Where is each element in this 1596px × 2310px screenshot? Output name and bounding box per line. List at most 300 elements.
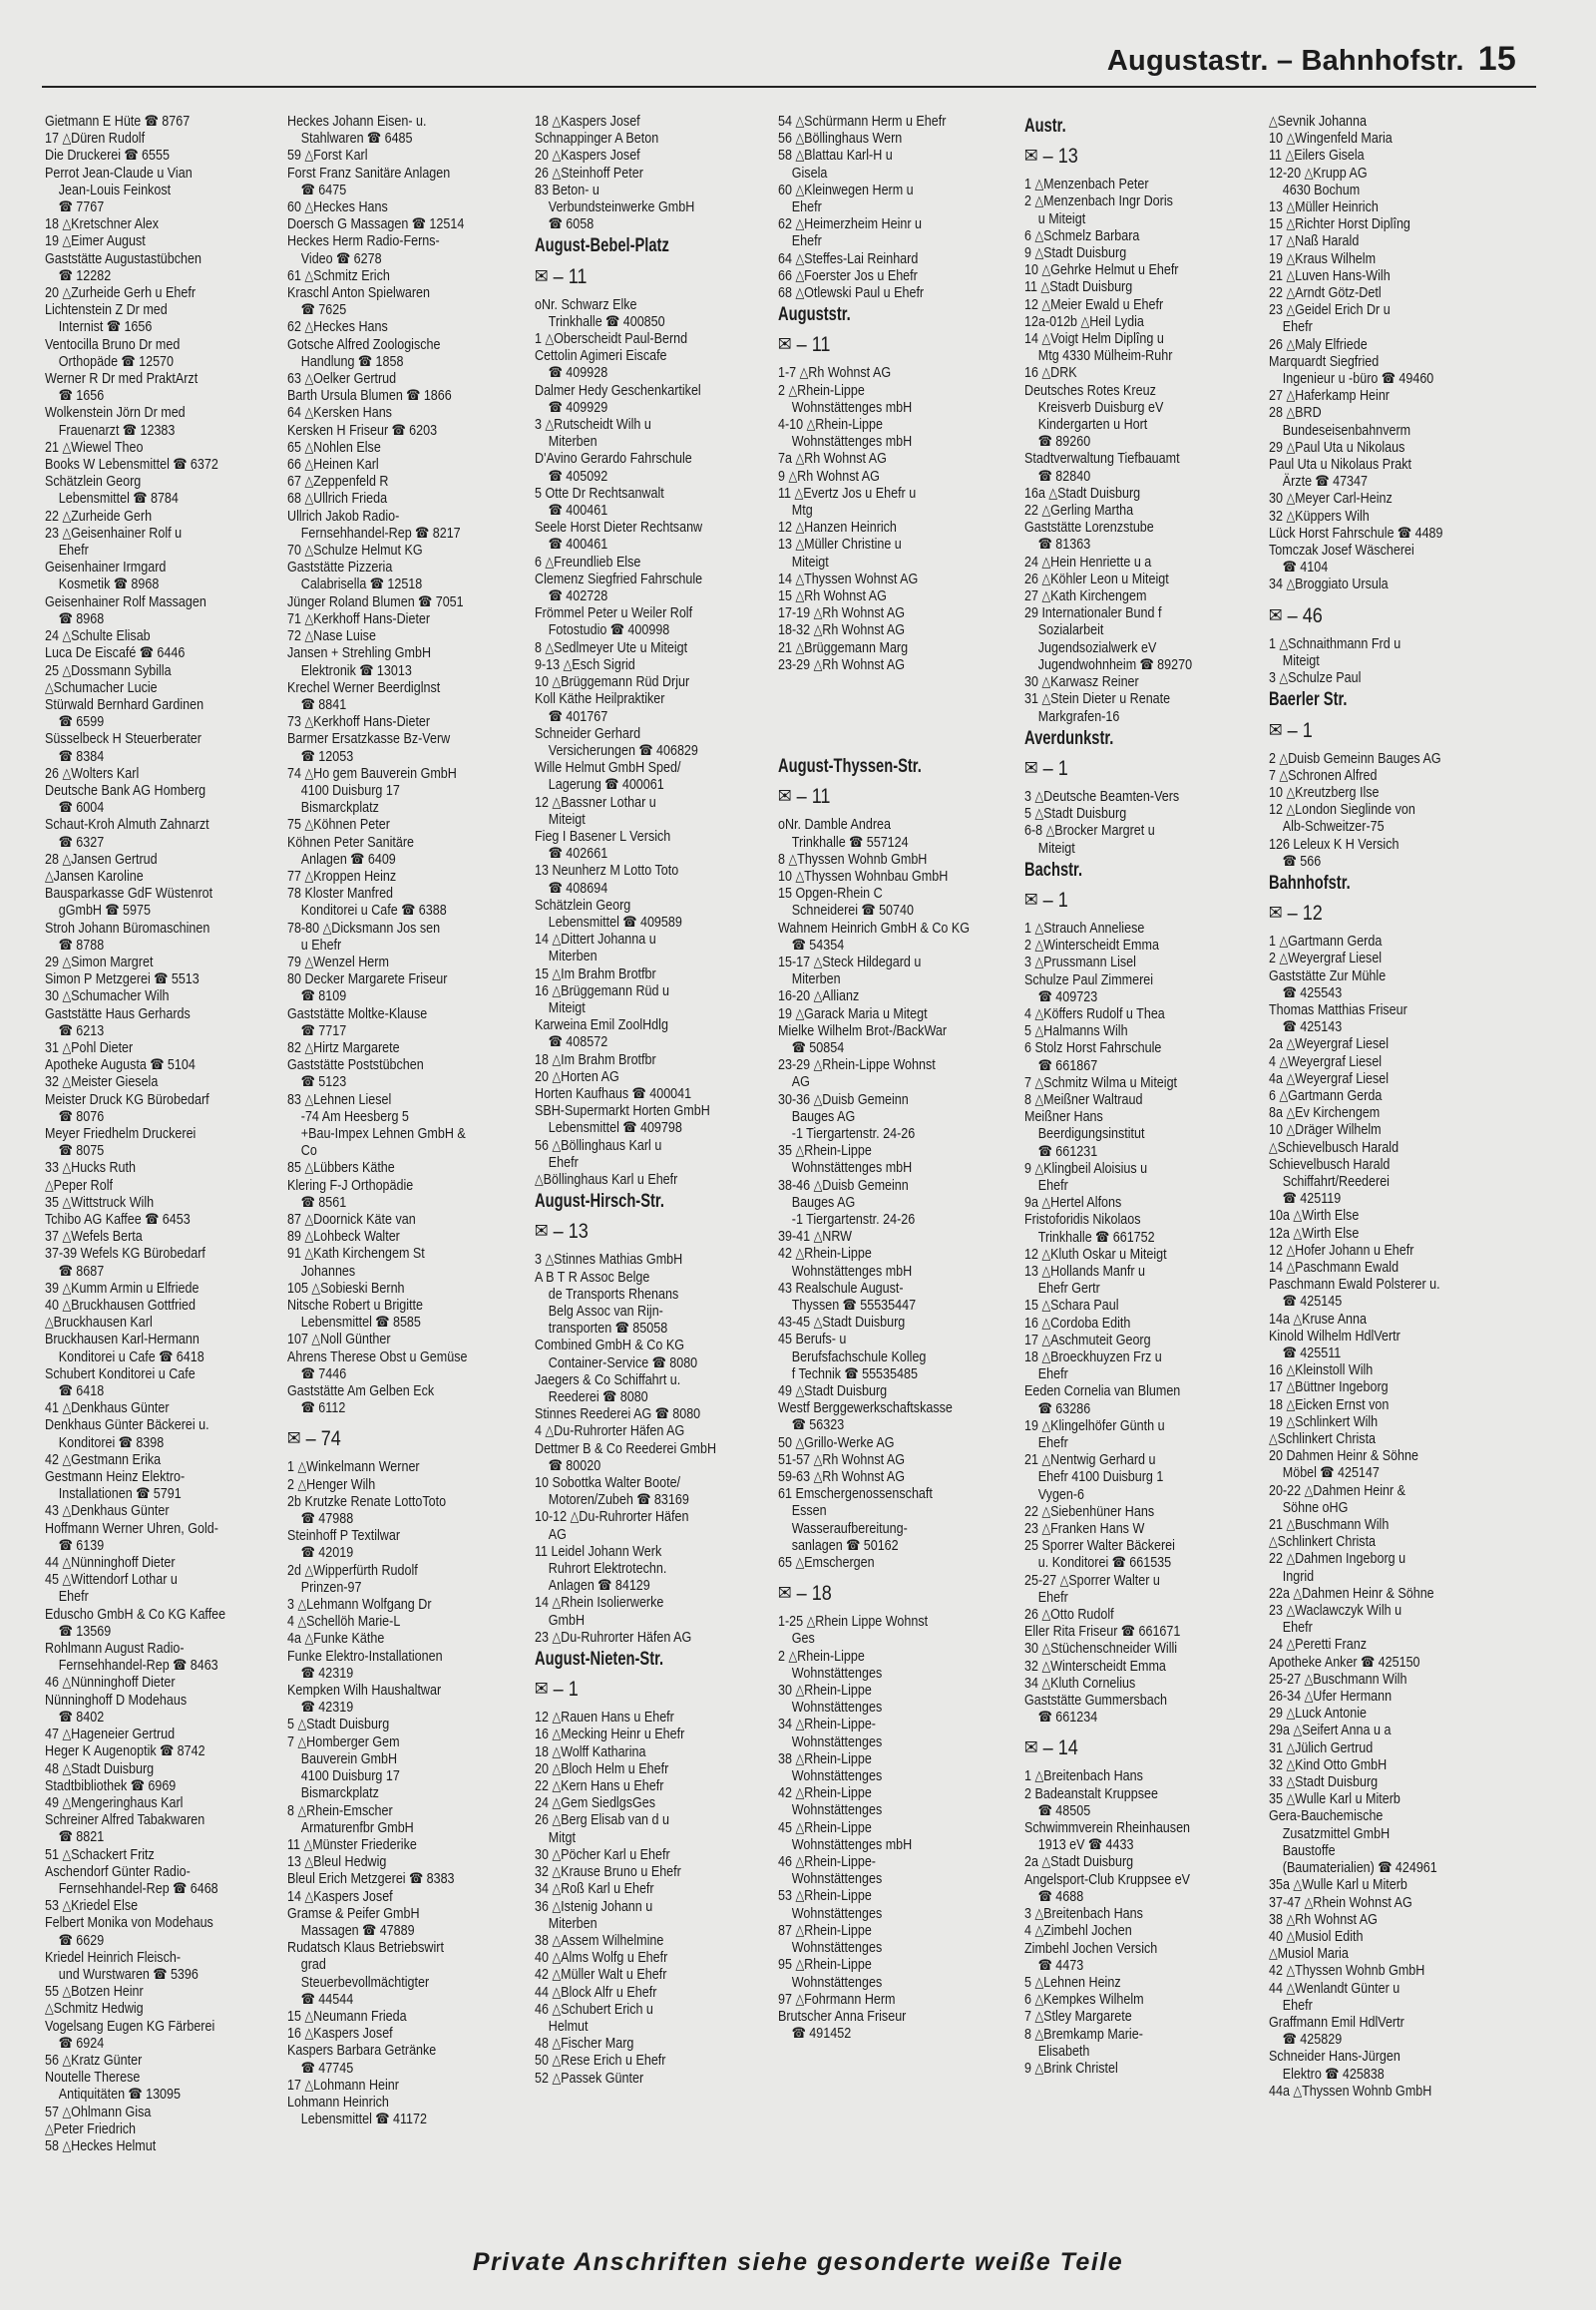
entry-continuation: Handlung ☎ 1858 (300, 353, 404, 370)
entry-continuation: Wasseraufbereitung- (791, 1520, 908, 1537)
directory-entry: △Bruckhausen Karl (45, 1315, 153, 1332)
directory-entry: 126 Leleux K H Versich (1269, 836, 1399, 853)
entry-continuation: Bismarckplatz (300, 800, 379, 817)
directory-entry: 3 △Schulze Paul (1269, 670, 1362, 687)
postal-district: ✉ – 13 (535, 1220, 589, 1244)
directory-entry: Dettmer B & Co Reederei GmbH (535, 1440, 717, 1457)
entry-continuation: AG (548, 1526, 567, 1543)
entry-continuation: 4100 Duisburg 17 (300, 1768, 400, 1785)
directory-entry: 20 Dahmen Heinr & Söhne (1269, 1448, 1419, 1465)
directory-entry: 4 △Zimbehl Jochen (1024, 1923, 1132, 1940)
entry-continuation: Beerdigungsinstitut (1037, 1126, 1145, 1143)
directory-entry: Lück Horst Fahrschule ☎ 4489 (1269, 525, 1443, 542)
directory-entry: 59-63 △Rh Wohnst AG (778, 1469, 906, 1486)
directory-entry: 42 △Müller Walt u Ehefr (535, 1967, 667, 1984)
entry-continuation: ☎ 400461 (548, 503, 608, 520)
directory-entry: Gaststätte Moltke-Klause (287, 1005, 428, 1022)
directory-entry: Schnappinger A Beton (535, 131, 659, 148)
directory-entry: 30 △Meyer Carl-Heinz (1269, 491, 1393, 508)
entry-continuation: Helmut (548, 2018, 589, 2035)
directory-entry: Schubert Konditorei u Cafe (45, 1365, 196, 1382)
directory-entry: 57 △Ohlmann Gisa (45, 2104, 152, 2120)
directory-entry: 16 △DRK (1024, 365, 1077, 382)
directory-entry: 64 △Kersken Hans (287, 405, 392, 422)
directory-entry: Deutsches Rotes Kreuz (1024, 382, 1156, 399)
directory-entry: 9 △Klingbeil Aloisius u (1024, 1160, 1148, 1177)
entry-continuation: ☎ 401767 (548, 708, 608, 725)
entry-continuation: Johannes (300, 1263, 356, 1280)
directory-entry: 31 △Jülich Gertrud (1269, 1739, 1374, 1756)
directory-entry: 10 △Dräger Wilhelm (1269, 1122, 1382, 1139)
directory-entry: Lohmann Heinrich (287, 2094, 389, 2111)
directory-entry: 35 △Rhein-Lippe (778, 1143, 872, 1160)
directory-entry: 43 Realschule August- (778, 1280, 904, 1297)
entry-continuation: ☎ 50854 (791, 1039, 845, 1056)
entry-continuation: Schneiderei ☎ 50740 (791, 903, 914, 920)
directory-entry: oNr. Damble Andrea (778, 817, 892, 834)
entry-continuation: Massagen ☎ 47889 (300, 1922, 415, 1939)
directory-entry: 16 △Kleinstoll Wilh (1269, 1362, 1374, 1379)
entry-continuation: ☎ 6599 (58, 714, 105, 731)
postal-district: ✉ – 13 (1024, 145, 1078, 169)
directory-entry: 22a △Dahmen Heinr & Söhne (1269, 1585, 1434, 1602)
directory-entry: 6 △Gartmann Gerda (1269, 1087, 1383, 1104)
entry-continuation: Fernsehhandel-Rep ☎ 6468 (58, 1880, 218, 1897)
entry-continuation: ☎ 4104 (1282, 560, 1329, 577)
directory-entry: 91 △Kath Kirchengem St (287, 1246, 425, 1263)
entry-continuation: Versicherungen ☎ 406829 (548, 742, 698, 759)
directory-entry: Schulze Paul Zimmerei (1024, 971, 1154, 988)
directory-entry: 28 △BRD (1269, 405, 1322, 422)
page-header (0, 30, 1596, 86)
postal-district: ✉ – 1 (535, 1678, 579, 1702)
directory-entry: 18 △Kretschner Alex (45, 216, 160, 233)
entry-continuation: Ehefr (1282, 319, 1313, 336)
directory-entry: 60 △Kleinwegen Herm u (778, 182, 914, 198)
directory-entry: 44 △Wenlandt Günter u (1269, 1980, 1400, 1997)
entry-continuation: ☎ 1656 (58, 388, 105, 405)
entry-continuation: ☎ 8687 (58, 1263, 105, 1280)
directory-entry: 22 △Kern Hans u Ehefr (535, 1778, 664, 1795)
directory-entry: Paschmann Ewald Polsterer u. (1269, 1277, 1440, 1294)
directory-entry: 26 △Berg Elisab van d u (535, 1812, 669, 1829)
entry-continuation: ☎ 13569 (58, 1623, 112, 1640)
street-heading: August-Nieten-Str. (535, 1649, 664, 1671)
directory-entry: 29 △Simon Margret (45, 954, 154, 970)
directory-entry: 55 △Botzen Heinr (45, 1984, 144, 2001)
directory-entry: 30 △Rhein-Lippe (778, 1683, 872, 1700)
directory-entry: 14 △Paschmann Ewald (1269, 1259, 1399, 1276)
entry-continuation: Wohnstättenges (791, 1974, 883, 1991)
entry-continuation: Fernsehhandel-Rep ☎ 8463 (58, 1658, 218, 1675)
directory-entry: Angelsport-Club Kruppsee eV (1024, 1871, 1191, 1888)
entry-continuation: Video ☎ 6278 (300, 250, 382, 267)
directory-entry: 85 △Lübbers Käthe (287, 1160, 395, 1177)
postal-district: ✉ – 12 (1269, 902, 1323, 926)
entry-continuation: Wohnstättenges (791, 1871, 883, 1888)
entry-continuation: ☎ 6475 (300, 182, 347, 198)
entry-continuation: Wohnstättenges mbH (791, 399, 913, 416)
entry-continuation: Konditorei u Cafe ☎ 6418 (58, 1348, 204, 1365)
directory-entry: 34 △Kluth Cornelius (1024, 1675, 1136, 1692)
directory-entry: Gotsche Alfred Zoologische (287, 336, 441, 353)
directory-entry: 15 Opgen-Rhein C (778, 886, 883, 903)
entry-continuation: Antiquitäten ☎ 13095 (58, 2087, 182, 2104)
entry-continuation: ☎ 8821 (58, 1829, 105, 1846)
directory-entry: 3 △Stinnes Mathias GmbH (535, 1252, 683, 1269)
directory-entry: 74 △Ho gem Bauverein GmbH (287, 765, 457, 782)
directory-entry: 13 △Müller Heinrich (1269, 199, 1379, 216)
directory-entry: 46 △Nünninghoff Dieter (45, 1675, 176, 1692)
directory-entry: 12 △Hofer Johann u Ehefr (1269, 1242, 1414, 1259)
entry-continuation: Wohnstättenges (791, 1768, 883, 1785)
postal-district: ✉ – 1 (1269, 718, 1313, 742)
directory-entry: 80 Decker Margarete Friseur (287, 971, 448, 988)
entry-continuation: Miteigt (1282, 652, 1320, 669)
directory-entry: 23 △Waclawczyk Wilh u (1269, 1603, 1402, 1620)
directory-entry: 42 △Rhein-Lippe (778, 1246, 872, 1263)
entry-continuation: ☎ 6139 (58, 1537, 105, 1554)
directory-entry: 29a △Seifert Anna u a (1269, 1723, 1392, 1739)
directory-entry: 5 △Stadt Duisburg (287, 1717, 390, 1733)
directory-entry: 42 △Thyssen Wohnb GmbH (1269, 1963, 1425, 1980)
directory-entry: Westf Berggewerkschaftskasse (778, 1400, 953, 1417)
entry-continuation: ☎ 81363 (1037, 537, 1091, 554)
directory-entry: 4 △Weyergraf Liesel (1269, 1053, 1383, 1070)
directory-entry: 17 △Naß Harald (1269, 233, 1360, 250)
directory-entry: 10a △Wirth Else (1269, 1208, 1360, 1225)
entry-continuation: Mtg 4330 Mülheim-Ruhr (1037, 348, 1173, 365)
directory-entry: Ahrens Therese Obst u Gemüse (287, 1348, 468, 1365)
directory-entry: Köhnen Peter Sanitäre (287, 834, 414, 851)
entry-continuation: Berufsfachschule Kolleg (791, 1348, 927, 1365)
directory-entry: 18 △Im Brahm Brotfbr (535, 1051, 656, 1068)
directory-entry: Rudatsch Klaus Betriebswirt (287, 1940, 444, 1957)
entry-continuation: ☎ 491452 (791, 2026, 852, 2043)
directory-entry: 4 △Du-Ruhrorter Häfen AG (535, 1423, 685, 1440)
entry-continuation: Markgrafen-16 (1037, 708, 1120, 725)
directory-entry: Karweina Emil ZoolHdlg (535, 1017, 668, 1034)
entry-continuation: Ehefr (1037, 1435, 1068, 1452)
directory-entry: 12 △Hanzen Heinrich (778, 520, 897, 537)
entry-continuation: Bismarckplatz (300, 1785, 379, 1802)
directory-entry: Aschendorf Günter Radio- (45, 1863, 191, 1880)
directory-entry: 32 △Winterscheidt Emma (1024, 1658, 1166, 1675)
entry-continuation: ☎ 6327 (58, 834, 105, 851)
directory-entry: 32 △Küppers Wilh (1269, 508, 1370, 525)
directory-entry: Felbert Monika von Modehaus (45, 1915, 213, 1932)
directory-entry: 60 △Heckes Hans (287, 199, 388, 216)
directory-entry: 14 △Dittert Johanna u (535, 932, 656, 949)
directory-entry: Schreiner Alfred Tabakwaren (45, 1812, 205, 1829)
directory-entry: 95 △Rhein-Lippe (778, 1957, 872, 1974)
entry-continuation: Ehefr (1037, 1366, 1068, 1383)
directory-entry: 39-41 △NRW (778, 1229, 853, 1246)
directory-entry: 1 △Gartmann Gerda (1269, 934, 1383, 951)
entry-continuation: Fotostudio ☎ 400998 (548, 622, 670, 639)
entry-continuation: (Baumaterialien) ☎ 424961 (1282, 1860, 1437, 1877)
directory-entry: 58 △Blattau Karl-H u (778, 148, 893, 165)
entry-continuation: Kreisverb Duisburg eV (1037, 399, 1164, 416)
directory-entry: Dalmer Hedy Geschenkartikel (535, 382, 701, 399)
directory-entry: Combined GmbH & Co KG (535, 1338, 684, 1354)
entry-continuation: Lagerung ☎ 400061 (548, 777, 664, 794)
entry-continuation: ☎ 42019 (300, 1545, 354, 1562)
directory-entry: 34 △Roß Karl u Ehefr (535, 1881, 654, 1898)
street-heading: August-Bebel-Platz (535, 235, 669, 257)
directory-entry: Luca De Eiscafé ☎ 6446 (45, 645, 186, 662)
directory-entry: 2a △Stadt Duisburg (1024, 1854, 1134, 1871)
directory-entry: 11 Leidel Johann Werk (535, 1543, 662, 1560)
entry-continuation: ☎ 6213 (58, 1022, 105, 1039)
directory-entry: 17 △Düren Rudolf (45, 131, 146, 148)
directory-entry: 8 △Sedlmeyer Ute u Miteigt (535, 639, 688, 656)
directory-entry: 61 △Schmitz Erich (287, 267, 390, 284)
directory-entry: 38 △Rh Wohnst AG (1269, 1911, 1378, 1928)
directory-entry: 78-80 △Dicksmann Jos sen (287, 920, 441, 937)
directory-entry: 19 △Kraus Wilhelm (1269, 250, 1377, 267)
directory-entry: 51-57 △Rh Wohnst AG (778, 1451, 906, 1468)
directory-entry: 68 △Ullrich Frieda (287, 491, 388, 508)
entry-continuation: Verbundsteinwerke GmbH (548, 199, 695, 216)
directory-entry: 26 △Otto Rudolf (1024, 1607, 1114, 1624)
entry-continuation: Ehefr (1282, 1997, 1313, 2014)
entry-continuation: Bauges AG (791, 1108, 856, 1125)
directory-entry: 24 △Schulte Elisab (45, 628, 151, 645)
entry-continuation: Belg Assoc van Rijn- (548, 1304, 663, 1320)
directory-entry: 31 △Pohl Dieter (45, 1039, 134, 1056)
directory-entry: Jansen + Strehling GmbH (287, 645, 432, 662)
entry-continuation: u Miteigt (1037, 210, 1086, 227)
directory-entry: 22 △Siebenhüner Hans (1024, 1503, 1155, 1520)
entry-continuation: Alb-Schweitzer-75 (1282, 819, 1385, 836)
entry-continuation: Wohnstättenges mbH (791, 1263, 913, 1280)
entry-continuation: Steuerbevollmächtigter (300, 1974, 430, 1991)
directory-entry: 19 △Schlinkert Wilh (1269, 1413, 1379, 1430)
directory-entry: 58 △Heckes Helmut (45, 2137, 157, 2154)
directory-entry: Kriedel Heinrich Fleisch- (45, 1949, 182, 1966)
directory-entry: 65 △Emschergen (778, 1555, 875, 1572)
entry-continuation: ☎ 8109 (300, 988, 347, 1005)
entry-continuation: Bauverein GmbH (300, 1750, 398, 1767)
directory-entry: Rohlmann August Radio- (45, 1641, 185, 1658)
entry-continuation: ☎ 56323 (791, 1417, 845, 1434)
directory-entry: Wahnem Heinrich GmbH & Co KG (778, 920, 971, 937)
directory-entry: Thomas Matthias Friseur (1269, 1001, 1407, 1018)
entry-continuation: ☎ 566 (1282, 853, 1322, 870)
directory-entry: 1-25 △Rhein Lippe Wohnst (778, 1614, 929, 1631)
directory-entry: 73 △Kerkhoff Hans-Dieter (287, 714, 431, 731)
directory-entry: 8 △Meißner Waltraud (1024, 1091, 1143, 1108)
directory-entry: 15-17 △Steck Hildegard u (778, 954, 922, 970)
postal-district: ✉ – 14 (1024, 1736, 1078, 1760)
entry-continuation: Ingenieur u -büro ☎ 49460 (1282, 371, 1434, 388)
entry-continuation: ☎ 409723 (1037, 988, 1098, 1005)
directory-entry: Kempken Wilh Haushaltwar (287, 1683, 442, 1700)
directory-entry: 18 △Eicken Ernst von (1269, 1396, 1390, 1413)
postal-district: ✉ – 11 (535, 264, 588, 288)
entry-continuation: ☎ 89260 (1037, 434, 1091, 451)
directory-entry: 13 △Bleul Hedwig (287, 1854, 387, 1871)
directory-entry: 6-8 △Brocker Margret u (1024, 823, 1155, 840)
entry-continuation: Frauenarzt ☎ 12383 (58, 422, 176, 439)
entry-continuation: Fernsehhandel-Rep ☎ 8217 (300, 525, 461, 542)
entry-continuation: Bundeseisenbahnverm (1282, 422, 1411, 439)
directory-entry: △Schievelbusch Harald (1269, 1139, 1399, 1156)
directory-entry: 19 △Garack Maria u Mitegt (778, 1005, 928, 1022)
directory-entry: Kinold Wilhelm HdlVertr (1269, 1328, 1400, 1345)
directory-entry: Bleul Erich Metzgerei ☎ 8383 (287, 1871, 455, 1888)
directory-entry: 63 △Oelker Gertrud (287, 371, 397, 388)
postal-district: ✉ – 74 (287, 1427, 341, 1451)
entry-continuation: Wohnstättenges mbH (791, 1836, 913, 1853)
directory-entry: Meyer Friedhelm Druckerei (45, 1125, 197, 1142)
entry-continuation: ☎ 425143 (1282, 1019, 1343, 1036)
directory-entry: Fristoforidis Nikolaos (1024, 1212, 1141, 1229)
directory-entry: 2 △Rhein-Lippe (778, 382, 865, 399)
directory-entry: Seele Horst Dieter Rechtsanw (535, 520, 703, 537)
directory-entry: 45 Berufs- u (778, 1332, 847, 1348)
directory-entry: Wolkenstein Jörn Dr med (45, 405, 186, 422)
directory-entry: 20 △Kaspers Josef (535, 148, 640, 165)
entry-continuation: ☎ 405092 (548, 468, 608, 485)
entry-continuation: Söhne oHG (1282, 1499, 1349, 1516)
entry-continuation: ☎ 408694 (548, 880, 608, 897)
directory-entry: Schneider Gerhard (535, 725, 641, 742)
directory-entry: 49 △Stadt Duisburg (778, 1383, 888, 1399)
directory-entry: Barmer Ersatzkasse Bz-Verw (287, 731, 451, 748)
entry-continuation: Wohnstättenges mbH (791, 1160, 913, 1177)
directory-entry: 97 △Fohrmann Herm (778, 1991, 896, 2008)
directory-entry: △Peper Rolf (45, 1177, 113, 1194)
entry-continuation: ☎ 661231 (1037, 1143, 1098, 1160)
directory-entry: 16 △Brüggemann Rüd u (535, 982, 669, 999)
directory-entry: Vogelsang Eugen KG Färberei (45, 2018, 215, 2035)
entry-continuation: ☎ 6004 (58, 800, 105, 817)
directory-entry: 30 △Stüchenschneider Willi (1024, 1641, 1178, 1658)
directory-entry: 35 △Wulle Karl u Miterb (1269, 1791, 1400, 1808)
entry-continuation: ☎ 54354 (791, 937, 845, 954)
running-head (1107, 40, 1516, 79)
entry-continuation: ☎ 402728 (548, 588, 608, 605)
directory-entry: 40 △Bruckhausen Gottfried (45, 1298, 197, 1315)
directory-entry: 46 △Schubert Erich u (535, 2001, 653, 2018)
directory-entry: 5 △Halmanns Wilh (1024, 1023, 1128, 1040)
entry-continuation: ☎ 425543 (1282, 984, 1343, 1001)
entry-continuation: Lebensmittel ☎ 8585 (300, 1315, 421, 1332)
directory-entry: 31 △Stein Dieter u Renate (1024, 691, 1171, 708)
directory-entry: 30 △Pöcher Karl u Ehefr (535, 1846, 670, 1863)
entry-continuation: Ehefr (1282, 1620, 1313, 1637)
directory-entry: 53 △Kriedel Else (45, 1898, 139, 1915)
directory-entry: 35a △Wulle Karl u Miterb (1269, 1877, 1407, 1894)
directory-entry: Wille Helmut GmbH Sped/ (535, 760, 681, 777)
directory-entry: Mielke Wilhelm Brot-/BackWar (778, 1022, 948, 1039)
directory-entry: Perrot Jean-Claude u Vian (45, 165, 193, 182)
directory-entry: 8 △Rhein-Emscher (287, 1802, 393, 1819)
directory-entry: 3 △Deutsche Beamten-Vers (1024, 788, 1180, 805)
directory-entry: △Jansen Karoline (45, 868, 144, 885)
entry-continuation: ☎ 7717 (300, 1022, 347, 1039)
entry-continuation: Ehefr (1037, 1177, 1068, 1194)
directory-entry: 82 △Hirtz Margarete (287, 1039, 400, 1056)
directory-entry: 21 △Wiewel Theo (45, 439, 144, 456)
directory-entry: oNr. Schwarz Elke (535, 296, 637, 313)
entry-continuation: de Transports Rhenans (548, 1286, 679, 1303)
directory-entry: 43-45 △Stadt Duisburg (778, 1315, 906, 1332)
directory-entry: 1 △Oberscheidt Paul-Bernd (535, 331, 688, 348)
directory-entry: 12-20 △Krupp AG (1269, 165, 1368, 182)
directory-entry: 10 △Kreutzberg Ilse (1269, 784, 1380, 801)
directory-entry: 4a △Funke Käthe (287, 1631, 385, 1648)
directory-entry: Gaststätte Poststübchen (287, 1057, 424, 1074)
directory-entry: 37-47 △Rhein Wohnst AG (1269, 1894, 1412, 1911)
directory-entry: 11 △Eilers Gisela (1269, 148, 1365, 165)
directory-entry: 72 △Nase Luise (287, 628, 376, 645)
entry-continuation: Miteigt (791, 554, 829, 571)
directory-entry: Marquardt Siegfried (1269, 353, 1380, 370)
directory-entry: 2d △Wipperfürth Rudolf (287, 1562, 418, 1579)
entry-continuation: ☎ 42319 (300, 1665, 354, 1682)
directory-entry: 49 △Mengeringhaus Karl (45, 1794, 184, 1811)
entry-continuation: Lebensmittel ☎ 409798 (548, 1120, 682, 1137)
entry-continuation: Mtg (791, 503, 813, 520)
directory-entry: 10-12 △Du-Ruhrorter Häfen (535, 1509, 689, 1526)
entry-continuation: -1 Tiergartenstr. 24-26 (791, 1125, 916, 1142)
directory-entry: 36 △Istenig Johann u (535, 1898, 653, 1915)
entry-continuation: ☎ 4688 (1037, 1888, 1084, 1905)
directory-entry: 2a △Weyergraf Liesel (1269, 1036, 1390, 1053)
entry-continuation: Baustoffe (1282, 1842, 1336, 1859)
directory-entry: 21 △Luven Hans-Wilh (1269, 267, 1391, 284)
directory-entry: 20-22 △Dahmen Heinr & (1269, 1482, 1406, 1499)
directory-entry: 10 Sobottka Walter Boote/ (535, 1475, 681, 1492)
directory-entry: 38-46 △Duisb Gemeinn (778, 1177, 909, 1194)
entry-continuation: AG (791, 1074, 810, 1091)
directory-entry: △Böllinghaus Karl u Ehefr (535, 1171, 678, 1188)
directory-entry: Gaststätte Haus Gerhards (45, 1005, 191, 1022)
entry-continuation: Ehefr (791, 199, 822, 216)
entry-continuation: Wohnstättenges (791, 1733, 883, 1750)
directory-entry: Apotheke Augusta ☎ 5104 (45, 1057, 196, 1074)
directory-entry: Nünninghoff D Modehaus (45, 1692, 188, 1709)
directory-entry: Werner R Dr med PraktArzt (45, 371, 199, 388)
directory-entry: 7a △Rh Wohnst AG (778, 451, 887, 468)
directory-entry: Frömmel Peter u Weiler Rolf (535, 605, 693, 622)
entry-continuation: Kindergarten u Hort (1037, 417, 1148, 434)
entry-continuation: ☎ 8384 (58, 748, 105, 765)
directory-entry: 2 △Rhein-Lippe (778, 1648, 865, 1665)
directory-entry: Meister Druck KG Bürobedarf (45, 1091, 209, 1108)
entry-continuation: transporten ☎ 85058 (548, 1321, 668, 1338)
header-rule (42, 86, 1536, 88)
spacer (778, 714, 978, 734)
page-number: 15 (1477, 40, 1516, 78)
entry-continuation: Wohnstättenges (791, 1802, 883, 1819)
directory-entry: 61 Emschergenossenschaft (778, 1486, 933, 1503)
directory-entry: 6 Stolz Horst Fahrschule (1024, 1040, 1162, 1057)
directory-entry: △Peter Friedrich (45, 2120, 136, 2137)
entry-continuation: ☎ 8076 (58, 1108, 105, 1125)
entry-continuation: ☎ 8075 (58, 1143, 105, 1160)
directory-entry: 3 △Prussmann Lisel (1024, 955, 1136, 971)
directory-entry: 34 △Broggiato Ursula (1269, 577, 1389, 593)
entry-continuation: Reederei ☎ 8080 (548, 1389, 648, 1406)
entry-continuation: Lebensmittel ☎ 8784 (58, 491, 179, 508)
directory-entry: 29 Internationaler Bund f (1024, 605, 1162, 622)
directory-entry: 12 △Kluth Oskar u Miteigt (1024, 1246, 1167, 1263)
directory-entry: 10 △Thyssen Wohnbau GmbH (778, 868, 949, 885)
